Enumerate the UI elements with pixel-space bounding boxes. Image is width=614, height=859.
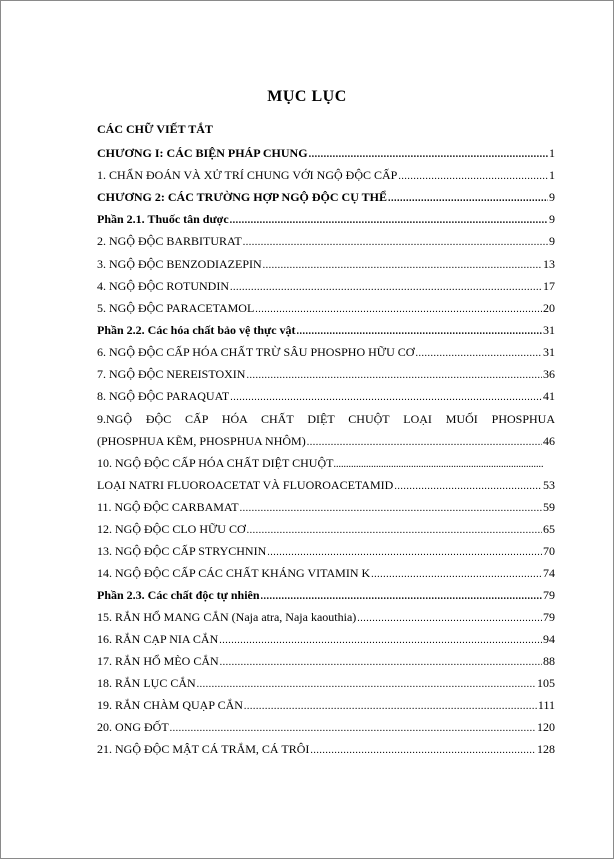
toc-entry[interactable] (97, 321, 555, 339)
toc-entry-title: 21. NGỘ ĐỘC MẬT CÁ TRẮM, CÁ TRÔI (97, 742, 310, 756)
toc-entry[interactable] (97, 410, 555, 428)
dot-leader (398, 168, 548, 186)
toc-page-number: 9 (549, 212, 555, 226)
toc-entry-title: 6. NGỘ ĐỘC CẤP HÓA CHẤT TRỪ SÂU PHOSPHO HỮU CƠ (97, 345, 415, 359)
toc-page-number: 120 (537, 720, 555, 734)
dot-leader (415, 345, 542, 363)
toc-entry[interactable] (97, 432, 555, 450)
toc-entry[interactable] (97, 255, 555, 273)
toc-page-number: 59 (543, 500, 555, 514)
toc-entry[interactable] (97, 232, 555, 250)
toc-entry[interactable] (97, 188, 555, 206)
dot-leader (297, 323, 542, 341)
toc-entry[interactable] (97, 454, 555, 472)
toc-page-number: 70 (543, 544, 555, 558)
toc-page-number: 79 (543, 588, 555, 602)
toc-entry-title: 20. ONG ĐỐT (97, 720, 169, 734)
toc-page-number: 79 (543, 610, 555, 624)
toc-page-number: 9 (549, 234, 555, 248)
dot-leader (307, 434, 542, 452)
toc-entry-title: 15. RẮN HỔ MANG CẮN (Naja atra, Naja kaouthia) (97, 610, 357, 624)
dot-leader (230, 212, 548, 230)
toc-entry-title: 1. CHẨN ĐOÁN VÀ XỬ TRÍ CHUNG VỚI NGỘ ĐỘC CẤP (97, 168, 398, 182)
dot-leader (263, 257, 542, 275)
dot-leader (388, 190, 548, 208)
toc-page-number: 17 (543, 279, 555, 293)
toc-page-number: 111 (537, 698, 555, 712)
toc-entry-title: 5. NGỘ ĐỘC PARACETAMOL (97, 301, 255, 315)
toc-page-number: 31 (543, 345, 555, 359)
toc-page-number: 46 (543, 434, 555, 448)
toc-page-number: 53 (543, 478, 555, 492)
toc-page-number: 9 (549, 190, 555, 204)
page-title: MỤC LỤC (267, 88, 347, 105)
dot-leader (357, 610, 542, 628)
dot-leader (371, 566, 542, 584)
toc-entry[interactable] (97, 166, 555, 184)
toc-entry[interactable] (97, 718, 555, 736)
toc-entry-title: CHƯƠNG 2: CÁC TRƯỜNG HỢP NGỘ ĐỘC CỤ THỂ (97, 190, 388, 204)
toc-page-number: 41 (543, 389, 555, 403)
dot-leader (261, 588, 542, 606)
dot-leader (240, 500, 542, 518)
toc-entry-title: 17. RẮN HỔ MÈO CẮN (97, 654, 219, 668)
toc-page-number: 128 (537, 742, 555, 756)
toc-entry-title: 18. RẮN LỤC CẮN (97, 676, 196, 690)
toc-page-number: 31 (543, 323, 555, 337)
toc-entry[interactable] (97, 120, 555, 138)
toc-page-number: 36 (543, 367, 555, 381)
toc-page-number: 74 (543, 566, 555, 580)
toc-entry[interactable] (97, 608, 555, 626)
toc-entry[interactable] (97, 542, 555, 560)
toc-entry-title: LOẠI NATRI FLUOROACETAT VÀ FLUOROACETAMID (97, 478, 394, 492)
toc-page-number: 65 (543, 522, 555, 536)
dot-leader (243, 234, 548, 252)
toc-entry[interactable] (97, 630, 555, 648)
dot-leader (170, 720, 536, 738)
dot-leader (255, 301, 542, 319)
dot-leader (247, 522, 542, 540)
dot-leader (394, 478, 542, 496)
toc-entry[interactable] (97, 365, 555, 383)
toc-entry[interactable] (97, 674, 555, 692)
toc-entry-title: 14. NGỘ ĐỘC CẤP CÁC CHẤT KHÁNG VITAMIN K (97, 566, 371, 580)
toc-entry-title: 13. NGỘ ĐỘC CẤP STRYCHNIN (97, 544, 267, 558)
toc-page-number: 20 (543, 301, 555, 315)
toc-entry[interactable] (97, 520, 555, 538)
toc-entry-title: Phần 2.3. Các chất độc tự nhiên (97, 588, 260, 602)
dot-leader (267, 544, 542, 562)
toc-entry-title: 7. NGỘ ĐỘC NEREISTOXIN (97, 367, 246, 381)
toc-entry-title: CÁC CHỮ VIẾT TẮT (97, 122, 213, 136)
toc-entry-title: Phần 2.1. Thuốc tân dược (97, 212, 229, 226)
toc-entry-title: 4. NGỘ ĐỘC ROTUNDIN (97, 279, 229, 293)
toc-entry-title: 16. RẮN CẠP NIA CẮN (97, 632, 219, 646)
toc-entry[interactable] (97, 277, 555, 295)
toc-entry[interactable] (97, 696, 555, 714)
dot-leader (197, 676, 536, 694)
toc-entry[interactable] (97, 498, 555, 516)
toc-entry-title: 10. NGỘ ĐỘC CẤP HÓA CHẤT DIỆT CHUỘT (97, 456, 334, 470)
toc-entry[interactable] (97, 299, 555, 317)
toc-page-number: 13 (543, 257, 555, 271)
toc-page-number: 105 (537, 676, 555, 690)
dot-leader (309, 146, 548, 164)
dot-leader (310, 742, 536, 760)
toc-entry-title: 2. NGỘ ĐỘC BARBITURAT (97, 234, 242, 248)
toc-page-number: 88 (543, 654, 555, 668)
toc-entry[interactable] (97, 564, 555, 582)
toc-entry[interactable] (97, 343, 555, 361)
toc-entry[interactable] (97, 476, 555, 494)
toc-entry-title: 19. RẮN CHÀM QUẠP CẮN (97, 698, 243, 712)
toc-entry-title: 11. NGỘ ĐỘC CARBAMAT (97, 500, 239, 514)
toc-page-number: 1 (549, 146, 555, 160)
toc-entry[interactable] (97, 210, 555, 228)
toc-entry[interactable] (97, 740, 555, 758)
dot-leader (230, 279, 542, 297)
toc-entry-title: Phần 2.2. Các hóa chất bảo vệ thực vật (97, 323, 296, 337)
toc-entry[interactable] (97, 586, 555, 604)
dot-leader (246, 367, 542, 385)
toc-entry-title: 12. NGỘ ĐỘC CLO HỮU CƠ (97, 522, 246, 536)
toc-entry[interactable] (97, 652, 555, 670)
toc-entry[interactable] (97, 387, 555, 405)
toc-entry-title: 3. NGỘ ĐỘC BENZODIAZEPIN (97, 257, 262, 271)
toc-page-number: 1 (549, 168, 555, 182)
dot-leader (230, 389, 542, 407)
dot-leader (220, 654, 542, 672)
dot-leader (219, 632, 542, 650)
toc-entry-title: CHƯƠNG I: CÁC BIỆN PHÁP CHUNG (97, 146, 308, 160)
toc-entry-title: 9.NGỘ ĐỘC CẤP HÓA CHẤT DIỆT CHUỘT LOẠI MUỐI PHOSPHUA (97, 412, 555, 426)
toc-entry-trail: .................................................................................... (333, 459, 544, 470)
toc-entry-title: 8. NGỘ ĐỘC PARAQUAT (97, 389, 230, 403)
dot-leader (244, 698, 537, 716)
toc-entry-title: (PHOSPHUA KẼM, PHOSPHUA NHÔM) (97, 434, 306, 448)
toc-entry[interactable] (97, 144, 555, 162)
toc-page-number: 94 (543, 632, 555, 646)
